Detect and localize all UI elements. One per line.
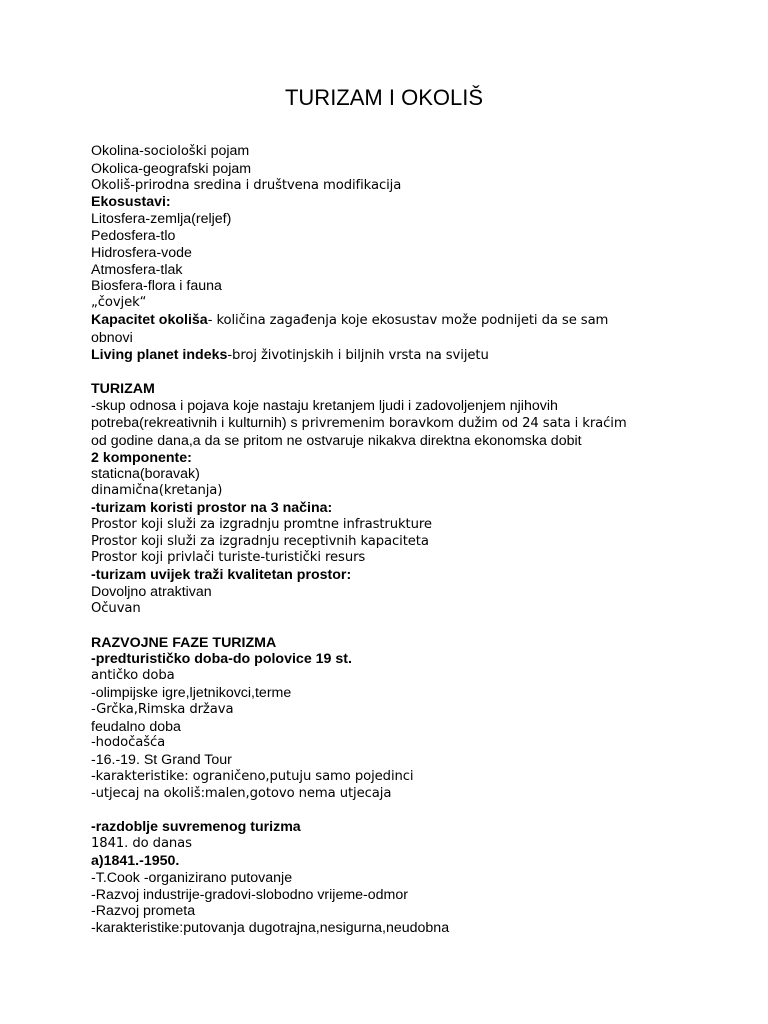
komponente-heading: 2 komponente: xyxy=(91,449,192,466)
kapacitet-def-cont: obnovi xyxy=(91,329,133,346)
suvremeno-item: -Razvoj industrije-gradovi-slobodno vrijeme-odmor xyxy=(91,886,408,903)
okolina-sociology: sociološki xyxy=(143,144,207,159)
document-title: TURIZAM I OKOLIŠ xyxy=(284,85,484,110)
grand-tour-line: -16.-19. St Grand Tour xyxy=(91,752,232,769)
okolis-line: Okoliš-prirodna sredina i društvena modifikacija xyxy=(91,177,402,193)
ekosustav-item: Hidrosfera-vode xyxy=(91,244,192,261)
trazi-heading: -turizam uvijek traži kvalitetan prostor: xyxy=(91,567,352,584)
kapacitet-line xyxy=(91,312,691,330)
turizam-def-part: potreba(rekreativnih i kulturnih) s xyxy=(91,414,302,431)
covjek-line: „čovjek“ xyxy=(91,295,147,311)
turizam-heading: TURIZAM xyxy=(91,381,155,398)
turizam-def-part: privremenim boravkom dužim od 24 sata i kraćim xyxy=(301,415,627,431)
razvojne-heading: RAZVOJNE FAZE TURIZMA xyxy=(91,634,277,651)
hodocasca-line: -hodočašća xyxy=(91,735,166,751)
suvremeno-item: -karakteristike:putovanja dugotrajna,nesigurna,neudobna xyxy=(91,920,450,937)
suvremeno-heading: -razdoblje suvremenog turizma xyxy=(91,819,301,836)
ekosustav-item: Pedosfera-tlo xyxy=(91,227,176,244)
koristi-item: Prostor koji služi za izgradnju promtne infrastrukture xyxy=(91,516,432,532)
ekosustav-item: Litosfera-zemlja(reljef) xyxy=(91,211,232,228)
koristi-item: Prostor koji služi za izgradnju receptivnih kapaciteta xyxy=(91,533,429,549)
okolina-line xyxy=(91,143,691,161)
suvremeno-item: -Razvoj prometa xyxy=(91,903,196,920)
do-danas-line: 1841. do danas xyxy=(91,836,192,852)
spacer xyxy=(91,802,691,819)
komponenta-item: staticna(boravak) xyxy=(91,466,200,483)
ekosustavi-heading: Ekosustavi: xyxy=(91,194,171,211)
kapacitet-def: - količina zagađenja koje ekosustav može podnijeti da se sam xyxy=(207,312,609,328)
turizam-def: -skup odnosa i pojava koje nastaju kretanjem ljudi i zadovoljenjem njihovih xyxy=(91,398,558,415)
living-planet-term: Living planet indeks xyxy=(91,346,228,363)
trazi-item: Očuvan xyxy=(91,600,141,616)
predturisticko-heading: -predturističko doba-do polovice 19 st. xyxy=(91,651,352,668)
turizam-def: od godine dana,a da se pritom ne ostvaruje nikakva direktna ekonomska dobit xyxy=(91,432,582,449)
living-planet-def: -broj životinjskih i biljnih vrsta na svijetu xyxy=(227,347,489,363)
grcka-line: -Grčka,Rimska država xyxy=(91,701,234,717)
spacer xyxy=(91,618,691,635)
okolina-term: Okolina- xyxy=(91,143,144,159)
feudalno-line: feudalno doba xyxy=(91,718,181,735)
ekosustav-item: Atmosfera-tlak xyxy=(91,261,183,278)
suvremeno-item: -T.Cook -organizirano putovanje xyxy=(91,869,293,886)
olimpijske-line: -olimpijske igre,ljetnikovci,terme xyxy=(91,684,292,701)
karakteristike-line: -karakteristike: ograničeno,putuju samo pojedinci xyxy=(91,768,414,784)
komponenta-item: dinamična(kretanja) xyxy=(91,483,223,499)
spacer xyxy=(91,364,691,381)
ekosustav-item: Biosfera-flora i fauna xyxy=(91,278,222,295)
anticko-line: antičko doba xyxy=(91,668,175,684)
utjecaj-line: -utjecaj na okoliš:malen,gotovo nema utjecaja xyxy=(91,785,392,801)
turizam-def xyxy=(91,415,691,433)
period-heading: a)1841.-1950. xyxy=(91,853,180,870)
trazi-item: Dovoljno atraktivan xyxy=(91,583,212,600)
koristi-heading: -turizam koristi prostor na 3 načina: xyxy=(91,499,333,516)
okolina-pojam: pojam xyxy=(206,143,250,159)
koristi-item: Prostor koji privlači turiste-turistički resurs xyxy=(91,550,366,566)
document-body xyxy=(91,143,691,937)
okolica-line: Okolica-geografski pojam xyxy=(91,160,252,177)
kapacitet-term: Kapacitet okoliša xyxy=(91,311,208,328)
living-planet-line xyxy=(91,347,691,365)
